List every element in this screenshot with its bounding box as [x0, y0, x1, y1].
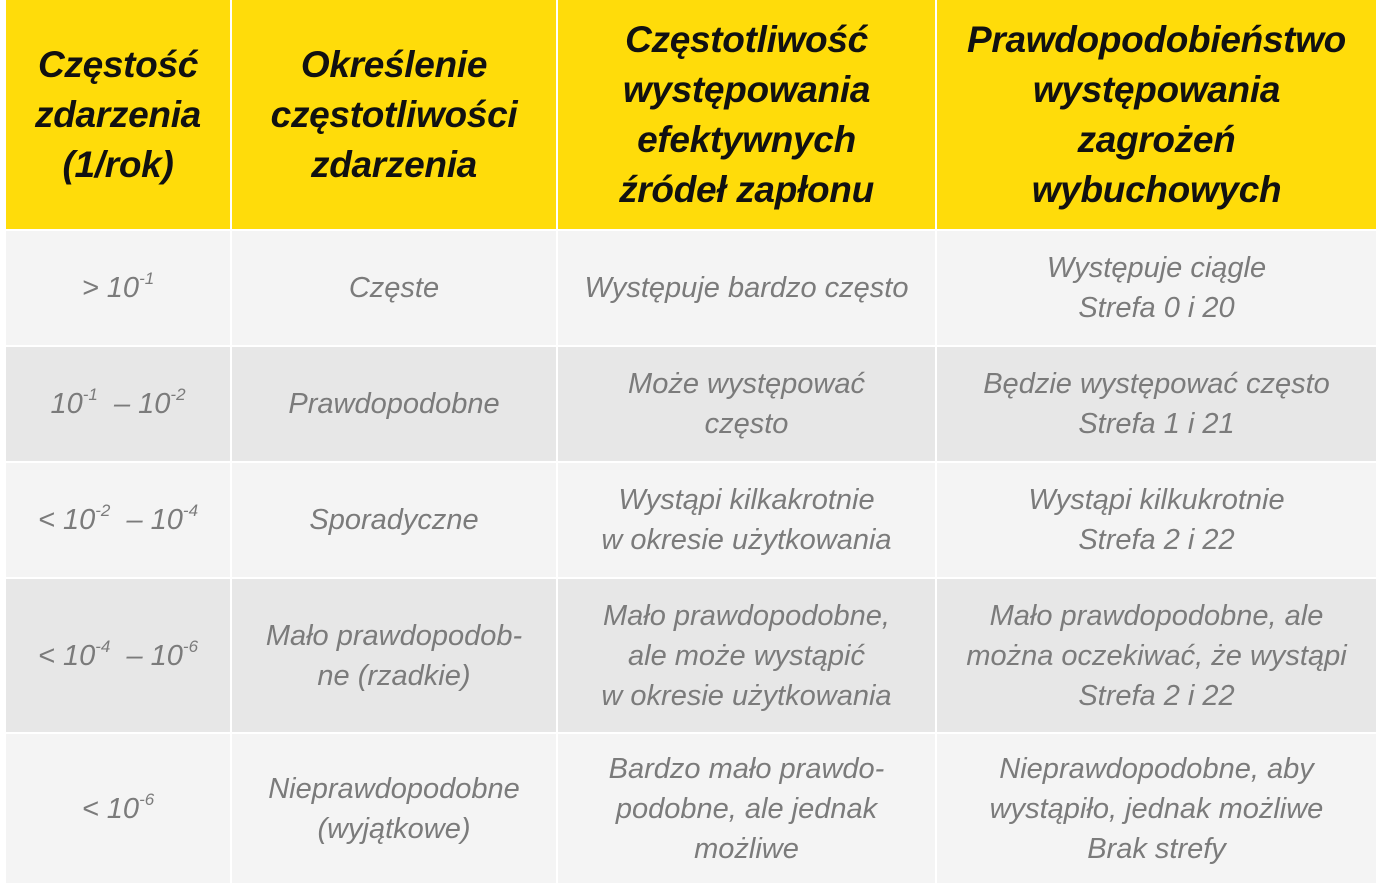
risk-frequency-table [6, 0, 1374, 873]
freq-exponent: -1 [139, 269, 155, 288]
header-line: zdarzenia [311, 143, 477, 185]
header-frequency-term [232, 0, 556, 229]
zone-line: Strefa 2 i 22 [1078, 524, 1235, 556]
hazard-cell [937, 463, 1376, 577]
hazard-cell [937, 734, 1376, 883]
freq-cell [6, 734, 230, 883]
sources-cell [558, 734, 935, 883]
header-line: występowania [622, 68, 871, 110]
hazard-cell [937, 579, 1376, 732]
sources-line: często [704, 408, 789, 440]
freq-exponent: -4 [182, 501, 199, 520]
freq-exponent: -4 [95, 636, 111, 656]
header-line: Określenie [300, 43, 488, 85]
hazard-line: można oczekiwać, że wystąpi [966, 639, 1347, 672]
term-cell [232, 734, 556, 883]
freq-range-to: – 10 [110, 639, 183, 672]
term-line: Mało prawdopodob- [265, 619, 523, 652]
header-line: zagrożeń [1077, 118, 1236, 160]
hazard-line: Będzie występować często [983, 368, 1330, 400]
freq-base: < 10 [81, 792, 140, 825]
sources-cell [558, 579, 935, 732]
term-cell [232, 347, 556, 461]
header-line: występowania [1032, 68, 1281, 110]
term-line: ne (rzadkie) [317, 659, 471, 692]
term-line: Sporadyczne [309, 504, 479, 536]
term-cell [232, 579, 556, 732]
zone-line: Brak strefy [1087, 832, 1226, 865]
freq-exponent: -2 [95, 501, 111, 520]
sources-line: Występuje bardzo często [584, 272, 909, 304]
header-line: źródeł zapłonu [619, 168, 874, 210]
freq-exponent: -2 [170, 385, 186, 404]
term-line: Nieprawdopodobne [268, 772, 520, 805]
sources-line: podobne, ale jednak [615, 792, 878, 825]
sources-line: Bardzo mało prawdo- [608, 752, 885, 785]
freq-exponent: -1 [82, 385, 98, 404]
header-line: Częstość [37, 43, 199, 85]
header-explosion-hazard-probability [937, 0, 1376, 229]
sources-line: Może występować [628, 368, 865, 400]
zone-line: Strefa 2 i 22 [1078, 679, 1235, 712]
freq-range-to: – 10 [97, 388, 171, 420]
header-line: wybuchowych [1031, 168, 1282, 210]
hazard-cell [937, 231, 1376, 345]
freq-exponent: -6 [182, 636, 199, 656]
header-line: (1/rok) [62, 143, 174, 185]
header-event-frequency [6, 0, 230, 229]
freq-cell [6, 579, 230, 732]
sources-cell [558, 463, 935, 577]
hazard-cell [937, 347, 1376, 461]
sources-line: Mało prawdopodobne, [603, 599, 890, 632]
term-line: Częste [348, 272, 440, 304]
term-cell [232, 463, 556, 577]
sources-line: możliwe [694, 832, 799, 865]
hazard-line: Występuje ciągle [1046, 252, 1267, 284]
sources-line: w okresie użytkowania [601, 524, 892, 556]
freq-base: < 10 [37, 639, 96, 672]
hazard-line: Wystąpi kilkukrotnie [1028, 484, 1285, 516]
header-line: efektywnych [637, 118, 856, 160]
freq-cell [6, 231, 230, 345]
sources-cell [558, 231, 935, 345]
sources-line: ale może wystąpić [628, 639, 865, 672]
header-line: Prawdopodobieństwo [967, 18, 1346, 60]
hazard-line: Nieprawdopodobne, aby [999, 752, 1314, 785]
freq-base: < 10 [37, 504, 96, 536]
freq-exponent: -6 [139, 789, 155, 809]
zone-line: Strefa 0 i 20 [1078, 292, 1235, 324]
hazard-line: wystąpiło, jednak możliwe [989, 792, 1324, 825]
freq-range-to: – 10 [110, 504, 183, 536]
term-cell [232, 231, 556, 345]
header-line: Częstotliwość [625, 18, 868, 60]
freq-cell [6, 347, 230, 461]
term-line: Prawdopodobne [288, 388, 500, 420]
freq-cell [6, 463, 230, 577]
header-line: zdarzenia [35, 93, 201, 135]
sources-line: Wystąpi kilkakrotnie [618, 484, 875, 516]
freq-base: 10 [50, 388, 83, 420]
header-ignition-sources-frequency [558, 0, 935, 229]
header-line: częstotliwości [270, 93, 518, 135]
sources-cell [558, 347, 935, 461]
hazard-line: Mało prawdopodobne, ale [989, 599, 1324, 632]
zone-line: Strefa 1 i 21 [1078, 408, 1235, 440]
term-line: (wyjątkowe) [317, 812, 471, 845]
freq-base: > 10 [81, 272, 140, 304]
sources-line: w okresie użytkowania [601, 679, 892, 712]
